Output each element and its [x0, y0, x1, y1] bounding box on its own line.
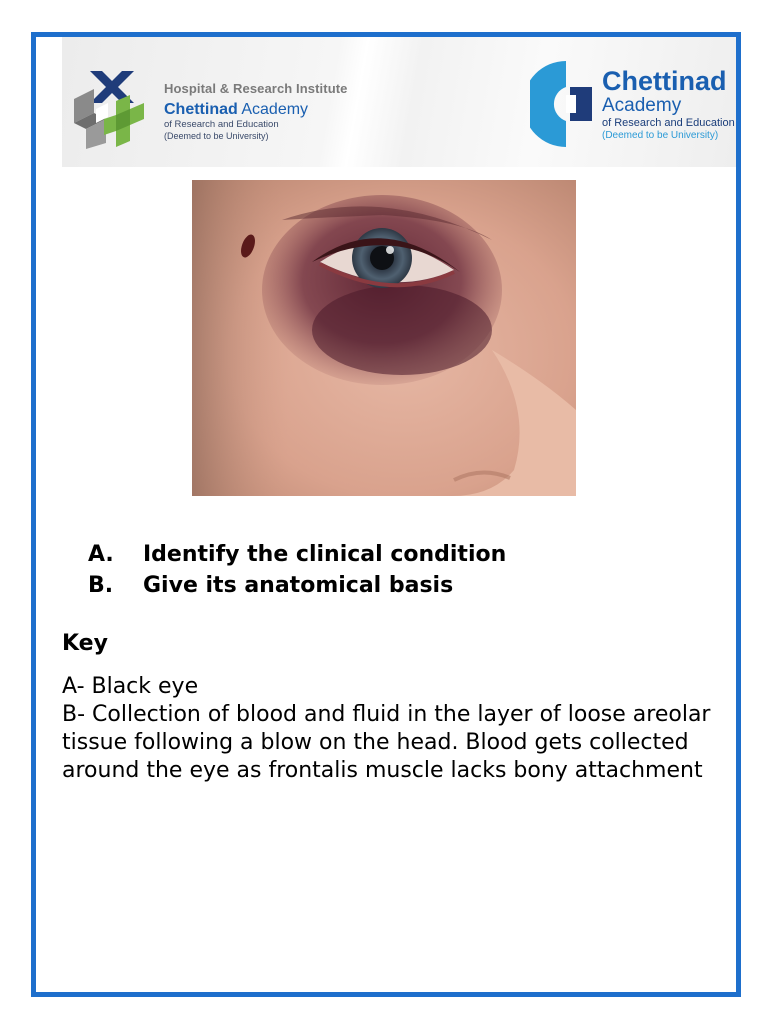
answer-block	[62, 673, 712, 785]
chettinad-hospital-logo-icon	[72, 69, 152, 149]
left-brand-name	[164, 101, 348, 119]
institute-name: Hospital & Research Institute	[164, 81, 348, 96]
question-list	[88, 539, 506, 601]
right-brand-subtitle: of Research and Education	[602, 117, 735, 129]
question-text: Give its anatomical basis	[143, 573, 454, 598]
question-letter: B.	[88, 573, 114, 598]
left-brand-bold: Chettinad	[164, 101, 238, 118]
question-item	[88, 570, 506, 601]
slide	[31, 32, 741, 997]
answer-a: A- Black eye	[62, 674, 199, 699]
question-item	[88, 539, 506, 570]
right-brand-name: Chettinad	[602, 66, 727, 96]
left-brand-deemed: (Deemed to be University)	[164, 131, 269, 141]
right-brand-academy: Academy	[602, 95, 682, 116]
chettinad-academy-logo-icon	[530, 59, 600, 149]
bruised-eye-photo-icon	[192, 180, 576, 496]
left-brand-regular: Academy	[237, 101, 309, 118]
left-logo-text	[164, 81, 348, 141]
question-letter: A.	[88, 542, 114, 567]
answer-b: B- Collection of blood and fluid in the layer of loose areolar tissue following a blow on the head. Blood gets collected around the eye as frontalis muscle lacks bony attachment	[62, 702, 711, 783]
left-brand-subtitle: of Research and Education	[164, 119, 279, 130]
right-brand-deemed: (Deemed to be University)	[602, 130, 719, 141]
question-text: Identify the clinical condition	[143, 542, 507, 567]
key-heading: Key	[62, 631, 108, 656]
right-logo-text	[602, 67, 735, 142]
